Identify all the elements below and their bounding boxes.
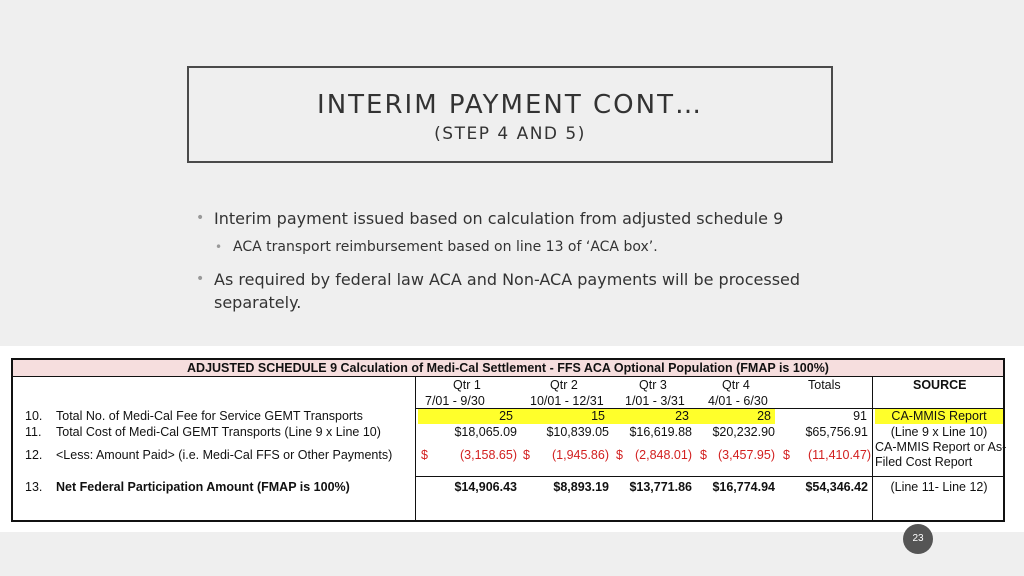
- row12-source-line1: CA-MMIS Report or As-: [875, 440, 1007, 454]
- title-box: [187, 66, 833, 163]
- row10-q1: 25: [499, 409, 513, 423]
- row13-q4: $16,774.94: [712, 480, 775, 494]
- row11-q2: $10,839.05: [546, 425, 609, 439]
- schedule-heading: ADJUSTED SCHEDULE 9 Calculation of Medi-Cal Settlement - FFS ACA Optional Population (FMAP is 100%): [13, 360, 1003, 377]
- row13-label: Net Federal Participation Amount (FMAP is 100%): [56, 480, 350, 494]
- row12-total: (11,410.47): [807, 448, 871, 462]
- row10-label: Total No. of Medi-Cal Fee for Service GEMT Transports: [56, 409, 363, 423]
- row10-source: CA-MMIS Report: [891, 409, 987, 423]
- divider: [415, 476, 1003, 477]
- bullet-item: • As required by federal law ACA and Non-ACA payments will be processed separately.: [196, 268, 836, 314]
- row12-label: <Less: Amount Paid> (i.e. Medi-Cal FFS or Other Payments): [56, 448, 393, 462]
- bullet-item: • Interim payment issued based on calculation from adjusted schedule 9: [196, 207, 836, 230]
- row13-q3: $13,771.86: [629, 480, 692, 494]
- row10-num: 10.: [25, 409, 43, 423]
- row12-q2: (1,945.86): [552, 448, 609, 462]
- row11-q4: $20,232.90: [712, 425, 775, 439]
- row11-q3: $16,619.88: [629, 425, 692, 439]
- row10-total: 91: [853, 409, 867, 423]
- row11-source: (Line 9 x Line 10): [890, 425, 988, 439]
- row10-q4: 28: [757, 409, 771, 423]
- row11-num: 11.: [25, 425, 42, 439]
- schedule-image: [0, 346, 1024, 532]
- col-q2: Qtr 2: [550, 378, 578, 392]
- row12-q4: (3,457.95): [718, 448, 775, 462]
- row11-q1: $18,065.09: [454, 425, 517, 439]
- col-source: SOURCE: [913, 378, 967, 392]
- col-q1-range: 7/01 - 9/30: [425, 394, 485, 408]
- row12-currency: $: [700, 448, 707, 462]
- col-q3: Qtr 3: [639, 378, 667, 392]
- sub-bullet-item: • ACA transport reimbursement based on line 13 of ‘ACA box’.: [196, 237, 836, 257]
- row13-q1: $14,906.43: [454, 480, 517, 494]
- row13-source: (Line 11- Line 12): [890, 480, 988, 494]
- row12-currency: $: [523, 448, 530, 462]
- row13-total: $54,346.42: [805, 480, 868, 494]
- col-q4-range: 4/01 - 6/30: [708, 394, 768, 408]
- col-q2-range: 10/01 - 12/31: [530, 394, 604, 408]
- row12-currency: $: [783, 448, 790, 462]
- row13-num: 13.: [25, 480, 43, 494]
- slide-subtitle: (STEP 4 AND 5): [434, 124, 586, 144]
- col-totals: Totals: [808, 378, 841, 392]
- row11-total: $65,756.91: [805, 425, 868, 439]
- row12-q3: (2,848.01): [635, 448, 692, 462]
- page-number-badge: 23: [903, 524, 933, 554]
- col-q3-range: 1/01 - 3/31: [625, 394, 685, 408]
- row11-label: Total Cost of Medi-Cal GEMT Transports (Line 9 x Line 10): [56, 425, 381, 439]
- row12-num: 12.: [25, 448, 43, 462]
- divider: [415, 376, 416, 520]
- bullet-list: [196, 207, 836, 321]
- row12-q1: (3,158.65): [460, 448, 517, 462]
- row12-currency: $: [421, 448, 428, 462]
- col-q4: Qtr 4: [722, 378, 750, 392]
- col-q1: Qtr 1: [453, 378, 481, 392]
- row12-currency: $: [616, 448, 623, 462]
- divider: [872, 376, 873, 520]
- row10-q2: 15: [591, 409, 605, 423]
- schedule-table: [11, 358, 1005, 522]
- slide-title: INTERIM PAYMENT CONT…: [317, 90, 703, 120]
- row12-source-line2: Filed Cost Report: [875, 455, 973, 469]
- row13-q2: $8,893.19: [553, 480, 609, 494]
- row10-q3: 23: [675, 409, 689, 423]
